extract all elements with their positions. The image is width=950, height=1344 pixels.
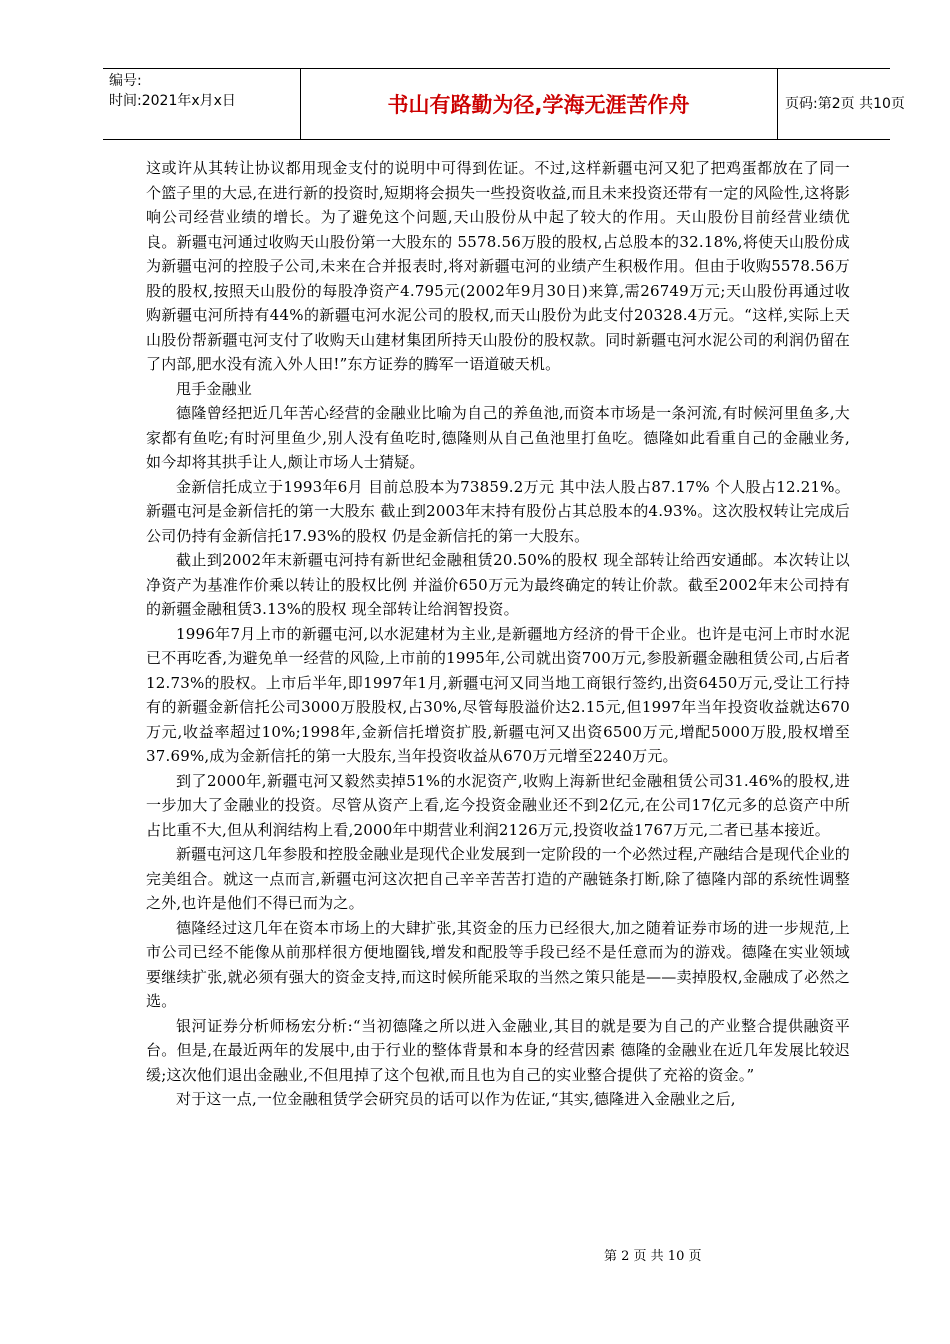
header-left-cell [103,69,301,139]
paragraph: 德隆曾经把近几年苦心经营的金融业比喻为自己的养鱼池,而资本市场是一条河流,有时候河里鱼多,大家都有鱼吃;有时河里鱼少,别人没有鱼吃时,德隆则从自己鱼池里打鱼吃。德隆如此看重自己的金融业务,如今却将其拱手让人,颇让市场人士猜疑。 [146,404,850,471]
header-motto-cell [300,69,778,139]
page-footer: 第 2 页 共 10 页 [604,1249,702,1264]
doc-time-label: 时间:2021年x月x日 [109,93,236,109]
paragraph: 银河证券分析师杨宏分析:“当初德隆之所以进入金融业,其目的就是要为自己的产业整合提供融资平台。但是,在最近两年的发展中,由于行业的整体背景和本身的经营因素 德隆的金融业在近几年发展比较迟缓;这次他们退出金融业,不但甩掉了这个包袱,而且也为自己的实业整合提供了充裕的资金。” [146,1016,850,1084]
paragraph: 截止到2002年末新疆屯河持有新世纪金融租赁20.50%的股权 现全部转让给西安通邮。本次转让以净资产为基准作价乘以转让的股权比例 并溢价650万元为最终确定的转让价款。截至2002年末公司持有的新疆金融租赁3.13%的股权 现全部转让给润智投资。 [146,551,850,618]
paragraph: 金新信托成立于1993年6月 目前总股本为73859.2万元 其中法人股占87.17% 个人股占12.21%。新疆屯河是金新信托的第一大股东 截止到2003年末持有股份占其总股本的4.93%。这次股权转让完成后公司仍持有金新信托17.93%的股权 仍是金新信托的第一大股东。 [146,477,850,545]
paragraph: 到了2000年,新疆屯河又毅然卖掉51%的水泥资产,收购上海新世纪金融租赁公司31.46%的股权,进一步加大了金融业的投资。尽管从资产上看,迄今投资金融业还不到2亿元,在公司17亿元多的总资产中所占比重不大,但从利润结构上看,2000年中期营业利润2126万元,投资收益1767万元,二者已基本接近。 [146,771,850,839]
paragraph: 对于这一点,一位金融租赁学会研究员的话可以作为佐证,“其实,德隆进入金融业之后, [176,1090,736,1108]
header-page-cell [777,69,905,139]
paragraph: 1996年7月上市的新疆屯河,以水泥建材为主业,是新疆地方经济的骨干企业。也许是屯河上市时水泥已不再吃香,为避免单一经营的风险,上市前的1995年,公司就出资700万元,参股新疆金融租赁公司,占后者12.73%的股权。上市后半年,即1997年1月,新疆屯河又同当地工商银行签约,出资6450万元,受让工行持有的新疆金新信托公司3000万股股权,占30%,尽管每股溢价达2.15元,但1997年当年投资收益就达670万元,收益率超过10%;1998年,金新信托增资扩股,新疆屯河又出资6500万元,增配5000万股,股权增至37.69%,成为金新信托的第一大股东,当年投资收益从670万元增至2240万元。 [146,624,850,765]
section-heading: 甩手金融业 [176,379,253,398]
header-page-code: 页码:第2页 共10页 [785,96,905,112]
doc-number-label: 编号: [109,73,142,89]
page-header [103,68,905,140]
paragraph: 德隆经过这几年在资本市场上的大肆扩张,其资金的压力已经很大,加之随着证券市场的进一步规范,上市公司已经不能像从前那样很方便地圈钱,增发和配股等手段已经不是任意而为的游戏。德隆在实业领域要继续扩张,就必须有强大的资金支持,而这时候所能采取的当然之策只能是——卖掉股权,金融成了必然之选。 [146,918,850,1010]
body-text [146,156,850,1112]
paragraph: 新疆屯河这几年参股和控股金融业是现代企业发展到一定阶段的一个必然过程,产融结合是现代企业的完美组合。就这一点而言,新疆屯河这次把自己辛辛苦苦打造的产融链条打断,除了德隆内部的系统性调整之外,也许是他们不得已而为之。 [146,845,850,912]
header-motto: 书山有路勤为径,学海无涯苦作舟 [387,93,690,117]
paragraph: 这或许从其转让协议都用现金支付的说明中可得到佐证。不过,这样新疆屯河又犯了把鸡蛋都放在了同一个篮子里的大忌,在进行新的投资时,短期将会损失一些投资收益,而且未来投资还带有一定的风险性,这将影响公司经营业绩的增长。为了避免这个问题,天山股份从中起了较大的作用。天山股份目前经营业绩优良。新疆屯河通过收购天山股份第一大股东的 5578.56万股的股权,占总股本的32.18%,将使天山股份成为新疆屯河的控股子公司,未来在合并报表时,将对新疆屯河的业绩产生积极作用。但由于收购5578.56万股的股权,按照天山股份的每股净资产4.795元(2002年9月30日)来算,需26749万元;天山股份再通过收购新疆屯河所持有44%的新疆屯河水泥公司的股权,而天山股份为此支付20328.4万元。“这样,实际上天山股份帮新疆屯河支付了收购天山建材集团所持天山股份的股权款。同时新疆屯河水泥公司的利润仍留在了内部,肥水没有流入外人田!”东方证券的腾军一语道破天机。 [146,159,850,373]
